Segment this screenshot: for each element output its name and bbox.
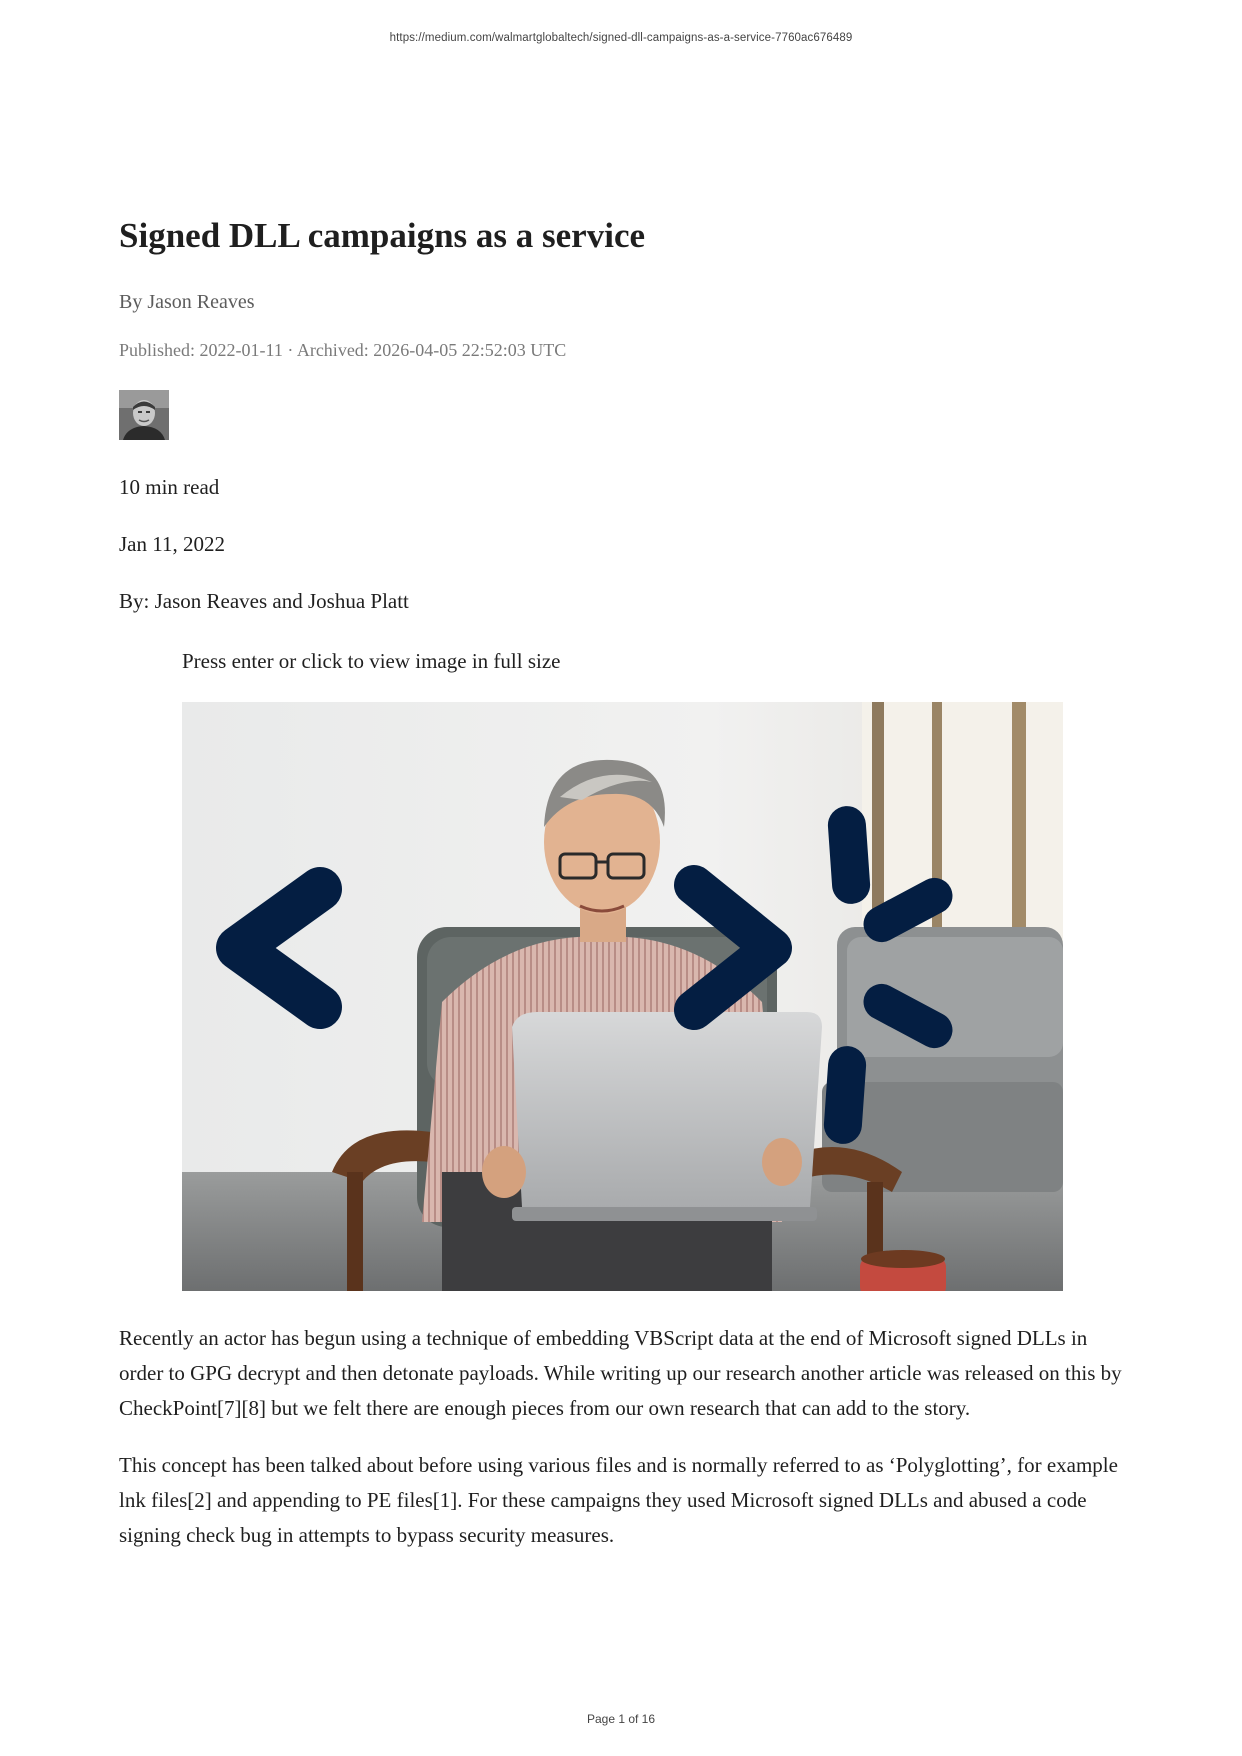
image-caption[interactable]: Press enter or click to view image in full size bbox=[182, 649, 561, 673]
page-number: Page 1 of 16 bbox=[586, 1712, 656, 1726]
paragraph-intro: Recently an actor has begun using a technique of embedding VBScript data at the end of Microsoft signed DLLs in order to GPG decrypt and then detonate payloads. While writing up our research another article was released on this by CheckPoint[7][8] but we felt there are enough pieces from our own research that can add to the story. bbox=[119, 1326, 1122, 1420]
paragraph-polyglot: This concept has been talked about before using various files and is normally referred to as ‘Polyglotting’, for example lnk files[2] and appending to PE files[1]. For these campaigns they used Microsoft signed DLLs and abused a code signing check bug in attempts to bypass security measures. bbox=[119, 1453, 1118, 1547]
source-url: https://medium.com/walmartglobaltech/signed-dll-campaigns-as-a-service-7760ac676489 bbox=[389, 32, 853, 44]
publish-archive-info: Published: 2022-01-11 · Archived: 2026-04-05 22:52:03 UTC bbox=[119, 340, 567, 360]
author-byline: By Jason Reaves bbox=[119, 291, 255, 313]
avatar-portrait bbox=[119, 390, 169, 440]
hero-photo-illustration bbox=[182, 702, 1063, 1291]
author-avatar[interactable] bbox=[119, 390, 169, 440]
read-time: 10 min read bbox=[119, 475, 220, 499]
article-date: Jan 11, 2022 bbox=[119, 532, 225, 556]
hero-image[interactable] bbox=[182, 702, 1063, 1291]
article-title: Signed DLL campaigns as a service bbox=[119, 216, 646, 255]
article-authors: By: Jason Reaves and Joshua Platt bbox=[119, 589, 409, 613]
